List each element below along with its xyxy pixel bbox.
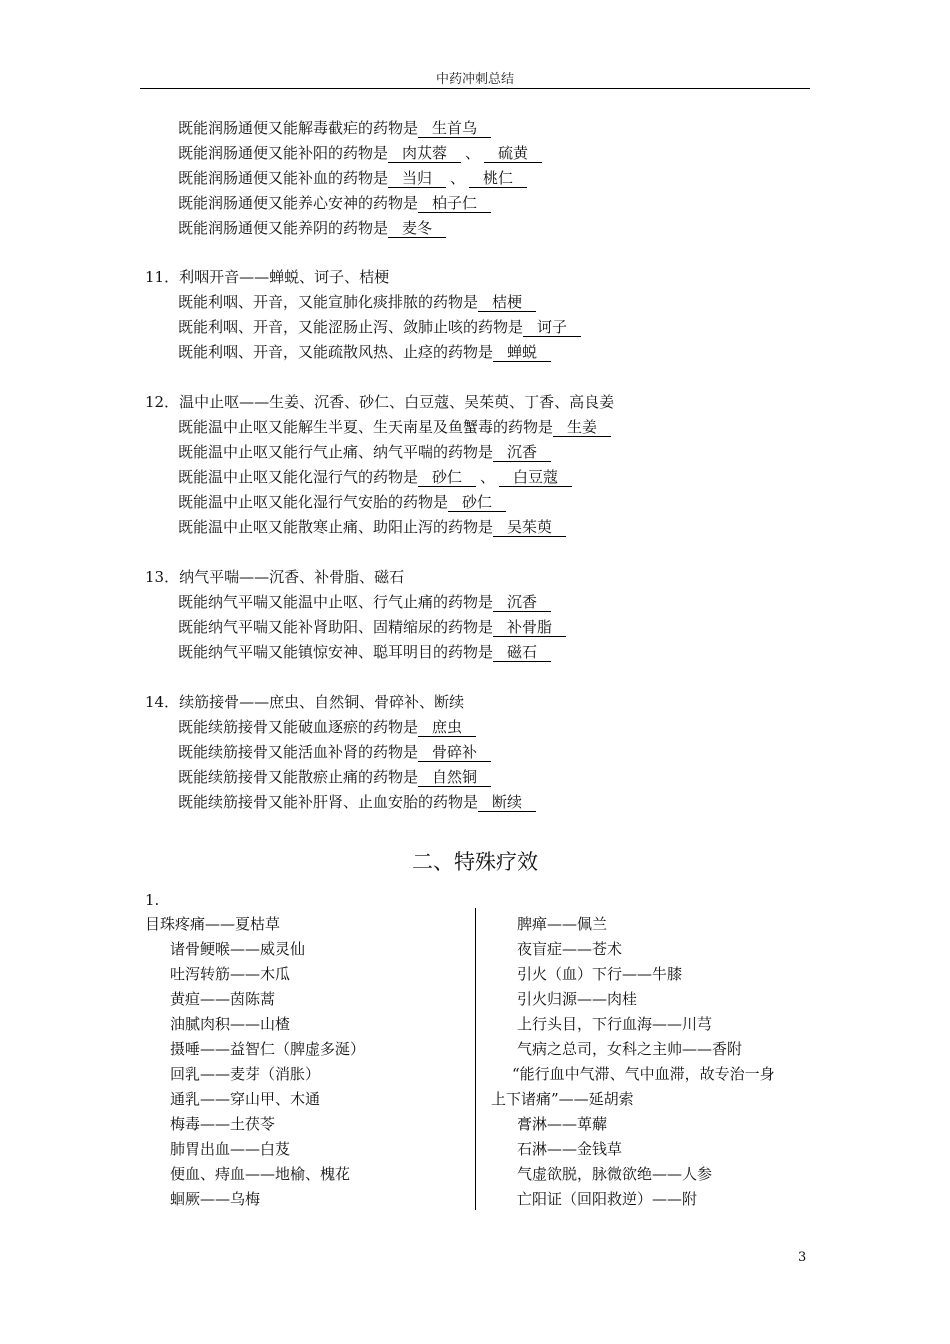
header-rule — [140, 88, 810, 89]
question-line — [178, 143, 542, 163]
effect-item: 肺胃出血——白芨 — [170, 1140, 291, 1158]
question-text: 既能利咽、开音，又能涩肠止泻、敛肺止咳的药物是 — [178, 318, 524, 336]
effect-item: 石淋——金钱草 — [517, 1140, 623, 1158]
question-line — [178, 642, 551, 662]
question-text: 既能续筋接骨又能活血补肾的药物是 — [178, 743, 419, 761]
effect-item: 摄唾——益智仁（脾虚多涎） — [170, 1040, 366, 1058]
effect-item: 引火（血）下行——牛膝 — [517, 965, 683, 983]
answer-blank: 砂仁 — [448, 493, 506, 512]
question-text: 既能纳气平喘又能镇惊安神、聪耳明目的药物是 — [178, 643, 494, 661]
question-text: 既能续筋接骨又能散瘀止痛的药物是 — [178, 768, 419, 786]
column-divider — [475, 908, 476, 1210]
effect-item: 黄疸——茵陈蒿 — [170, 990, 276, 1008]
answer-blank: 吴茱萸 — [493, 518, 566, 537]
answer-blank: 磁石 — [493, 643, 551, 662]
effect-item: “能行血中气滞、气中血滞，故专治一身 — [512, 1065, 775, 1083]
question-text: 既能温中止呕又能化湿行气安胎的药物是 — [178, 493, 449, 511]
page-number: 3 — [798, 1250, 807, 1265]
effect-item: 梅毒——土茯苓 — [170, 1115, 276, 1133]
question-text: 既能利咽、开音，又能宣肺化痰排脓的药物是 — [178, 293, 479, 311]
question-line — [178, 342, 551, 362]
question-text: 既能温中止呕又能散寒止痛、助阳止泻的药物是 — [178, 518, 494, 536]
section-heading: 14．续筋接骨——庶虫、自然铜、骨碎补、断续 — [145, 693, 465, 711]
effect-item: 气病之总司，女科之主帅——香附 — [517, 1040, 743, 1058]
question-text: 既能纳气平喘又能温中止呕、行气止痛的药物是 — [178, 593, 494, 611]
section-title: 二、特殊疗效 — [412, 850, 538, 874]
effect-item: 上下诸痛”——延胡索 — [491, 1090, 634, 1108]
effect-item: 膏淋——萆薢 — [517, 1115, 608, 1133]
section-heading: 11．利咽开音——蝉蜕、诃子、桔梗 — [145, 268, 390, 286]
answer-separator: 、 — [465, 144, 481, 162]
effect-item: 目珠疼痛——夏枯草 — [145, 915, 281, 933]
effect-item: 诸骨鲠喉——威灵仙 — [170, 940, 306, 958]
effect-item: 夜盲症——苍术 — [517, 940, 623, 958]
answer-blank: 生姜 — [553, 418, 611, 437]
answer-blank: 断续 — [478, 793, 536, 812]
answer-blank: 自然铜 — [418, 768, 491, 787]
effect-item: 脾瘅——佩兰 — [517, 915, 608, 933]
effect-item: 油腻肉积——山楂 — [170, 1015, 291, 1033]
effect-item: 便血、痔血——地榆、槐花 — [170, 1165, 351, 1183]
effect-item: 引火归源——肉桂 — [517, 990, 638, 1008]
answer-blank: 桔梗 — [478, 293, 536, 312]
effect-item: 上行头目，下行血海——川芎 — [517, 1015, 713, 1033]
section-heading: 12．温中止呕——生姜、沉香、砂仁、白豆蔻、吴茱萸、丁香、高良姜 — [145, 393, 615, 411]
question-text: 既能利咽、开音，又能疏散风热、止痉的药物是 — [178, 343, 494, 361]
question-line — [178, 517, 566, 537]
question-text: 既能续筋接骨又能破血逐瘀的药物是 — [178, 718, 419, 736]
question-text: 既能润肠通便又能养阴的药物是 — [178, 219, 389, 237]
answer-blank: 砂仁 — [418, 468, 476, 487]
answer-blank: 生首乌 — [418, 119, 491, 138]
question-text: 既能润肠通便又能补血的药物是 — [178, 169, 389, 187]
question-line — [178, 742, 491, 762]
answer-blank: 桃仁 — [469, 169, 527, 188]
question-line — [178, 218, 446, 238]
question-text: 既能续筋接骨又能补肝肾、止血安胎的药物是 — [178, 793, 479, 811]
question-text: 既能纳气平喘又能补肾助阳、固精缩尿的药物是 — [178, 618, 494, 636]
effect-item: 蛔厥——乌梅 — [170, 1190, 261, 1208]
answer-blank: 诃子 — [523, 318, 581, 337]
list-number: 1. — [145, 891, 160, 909]
answer-blank: 当归 — [388, 169, 446, 188]
question-line — [178, 467, 572, 487]
question-line — [178, 617, 566, 637]
question-text: 既能润肠通便又能养心安神的药物是 — [178, 194, 419, 212]
answer-blank: 蝉蜕 — [493, 343, 551, 362]
answer-separator: 、 — [450, 169, 466, 187]
question-line — [178, 717, 476, 737]
answer-blank: 沉香 — [493, 443, 551, 462]
question-text: 既能温中止呕又能行气止痛、纳气平喘的药物是 — [178, 443, 494, 461]
answer-blank: 庶虫 — [418, 718, 476, 737]
answer-blank: 肉苁蓉 — [388, 144, 461, 163]
question-line — [178, 592, 551, 612]
answer-blank: 白豆蔻 — [499, 468, 572, 487]
effect-item: 亡阳证（回阳救逆）——附 — [517, 1190, 698, 1208]
page-header: 中药冲刺总结 — [435, 72, 514, 87]
question-line — [178, 292, 536, 312]
answer-blank: 麦冬 — [388, 219, 446, 238]
effect-item: 气虚欲脱，脉微欲绝——人参 — [517, 1165, 713, 1183]
question-line — [178, 767, 491, 787]
question-line — [178, 118, 491, 138]
effect-item: 回乳——麦芽（消胀） — [170, 1065, 321, 1083]
answer-blank: 柏子仁 — [418, 194, 491, 213]
question-text: 既能润肠通便又能补阳的药物是 — [178, 144, 389, 162]
answer-blank: 硫黄 — [484, 144, 542, 163]
question-text: 既能温中止呕又能化湿行气的药物是 — [178, 468, 419, 486]
question-line — [178, 193, 491, 213]
question-line — [178, 442, 551, 462]
question-line — [178, 317, 581, 337]
answer-separator: 、 — [480, 468, 496, 486]
effect-item: 通乳——穿山甲、木通 — [170, 1090, 321, 1108]
question-line — [178, 168, 527, 188]
section-heading: 13．纳气平喘——沉香、补骨脂、磁石 — [145, 568, 405, 586]
question-text: 既能温中止呕又能解生半夏、生天南星及鱼蟹毒的药物是 — [178, 418, 554, 436]
question-line — [178, 417, 611, 437]
question-line — [178, 792, 536, 812]
question-text: 既能润肠通便又能解毒截疟的药物是 — [178, 119, 419, 137]
answer-blank: 补骨脂 — [493, 618, 566, 637]
answer-blank: 沉香 — [493, 593, 551, 612]
question-line — [178, 492, 506, 512]
effect-item: 吐泻转筋——木瓜 — [170, 965, 291, 983]
answer-blank: 骨碎补 — [418, 743, 491, 762]
